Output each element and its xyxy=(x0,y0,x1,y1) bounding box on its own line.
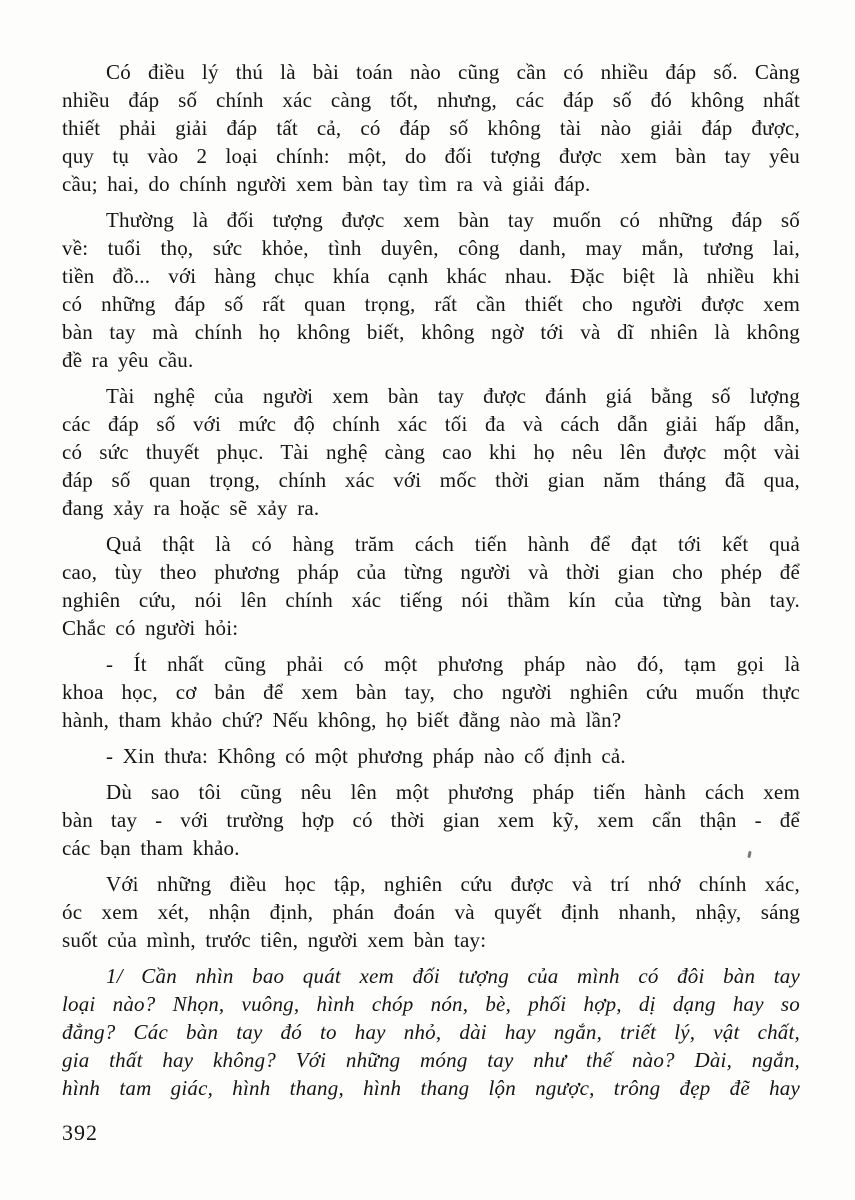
text-line: Tài nghệ của người xem bàn tay được đánh giá bằng số lượng xyxy=(106,384,800,408)
paragraph xyxy=(62,742,800,770)
paragraph xyxy=(62,206,800,374)
page-number: 392 xyxy=(62,1120,98,1145)
text-line: thiết phải giải đáp tất cả, có đáp số không tài nào giải đáp được, xyxy=(62,116,800,140)
text-line: đề ra yêu cầu. xyxy=(62,348,194,372)
paragraph xyxy=(62,382,800,522)
text-line: khoa học, cơ bản để xem bàn tay, cho người nghiên cứu muốn thực xyxy=(62,680,800,704)
page-body xyxy=(62,58,800,1102)
paragraph xyxy=(62,58,800,198)
text-line: nhiều đáp số chính xác càng tốt, nhưng, các đáp số đó không nhất xyxy=(62,88,800,112)
paragraph xyxy=(62,650,800,734)
text-line: có sức thuyết phục. Tài nghệ càng cao khi họ nêu lên được một vài xyxy=(62,440,800,464)
text-line: đẳng? Các bàn tay đó to hay nhỏ, dài hay ngắn, triết lý, vật chất, xyxy=(62,1020,800,1044)
text-line: có những đáp số rất quan trọng, rất cần thiết cho người được xem xyxy=(62,292,800,316)
text-line: bàn tay - với trường hợp có thời gian xem kỹ, xem cẩn thận - để xyxy=(62,808,800,832)
text-line: các bạn tham khảo. xyxy=(62,836,240,860)
text-line: cầu; hai, do chính người xem bàn tay tìm ra và giải đáp. xyxy=(62,172,591,196)
text-line: - Ít nhất cũng phải có một phương pháp nào đó, tạm gọi là xyxy=(106,652,800,676)
text-line: Có điều lý thú là bài toán nào cũng cần có nhiều đáp số. Càng xyxy=(106,60,800,84)
text-line: hình tam giác, hình thang, hình thang lộn ngược, trông đẹp đẽ hay xyxy=(62,1076,800,1100)
paragraph xyxy=(62,530,800,642)
text-line: 1/ Cần nhìn bao quát xem đối tượng của mình có đôi bàn tay xyxy=(106,964,800,988)
paragraph xyxy=(62,778,800,862)
text-line: cao, tùy theo phương pháp của từng người và thời gian cho phép để xyxy=(62,560,800,584)
text-line: óc xem xét, nhận định, phán đoán và quyết định nhanh, nhậy, sáng xyxy=(62,900,800,924)
text-line: - Xin thưa: Không có một phương pháp nào cố định cả. xyxy=(106,744,626,768)
paragraph xyxy=(62,870,800,954)
text-line: nghiên cứu, nói lên chính xác tiếng nói thầm kín của từng bàn tay. xyxy=(62,588,800,612)
text-line: đáp số quan trọng, chính xác với mốc thời gian năm tháng đã qua, xyxy=(62,468,800,492)
text-line: Chắc có người hỏi: xyxy=(62,616,239,640)
text-line: loại nào? Nhọn, vuông, hình chóp nón, bè, phối hợp, dị dạng hay so xyxy=(62,992,800,1016)
text-line: các đáp số với mức độ chính xác tối đa và cách dẫn giải hấp dẫn, xyxy=(62,412,800,436)
text-line: quy tụ vào 2 loại chính: một, do đối tượng được xem bàn tay yêu xyxy=(62,144,800,168)
text-line: Với những điều học tập, nghiên cứu được và trí nhớ chính xác, xyxy=(106,872,800,896)
text-line: Thường là đối tượng được xem bàn tay muốn có những đáp số xyxy=(106,208,800,232)
text-line: Quả thật là có hàng trăm cách tiến hành để đạt tới kết quả xyxy=(106,532,800,556)
text-line: tiền đồ... với hàng chục khía cạnh khác nhau. Đặc biệt là nhiều khi xyxy=(62,264,800,288)
text-line: Dù sao tôi cũng nêu lên một phương pháp tiến hành cách xem xyxy=(106,780,800,804)
text-line: gia thất hay không? Với những móng tay như thế nào? Dài, ngắn, xyxy=(62,1048,800,1072)
text-line: về: tuổi thọ, sức khỏe, tình duyên, công danh, may mắn, tương lai, xyxy=(62,236,800,260)
text-line: đang xảy ra hoặc sẽ xảy ra. xyxy=(62,496,320,520)
text-line: bàn tay mà chính họ không biết, không ngờ tới và dĩ nhiên là không xyxy=(62,320,800,344)
text-line: hành, tham khảo chứ? Nếu không, họ biết đằng nào mà lần? xyxy=(62,708,622,732)
text-line: suốt của mình, trước tiên, người xem bàn tay: xyxy=(62,928,487,952)
paragraph xyxy=(62,962,800,1102)
